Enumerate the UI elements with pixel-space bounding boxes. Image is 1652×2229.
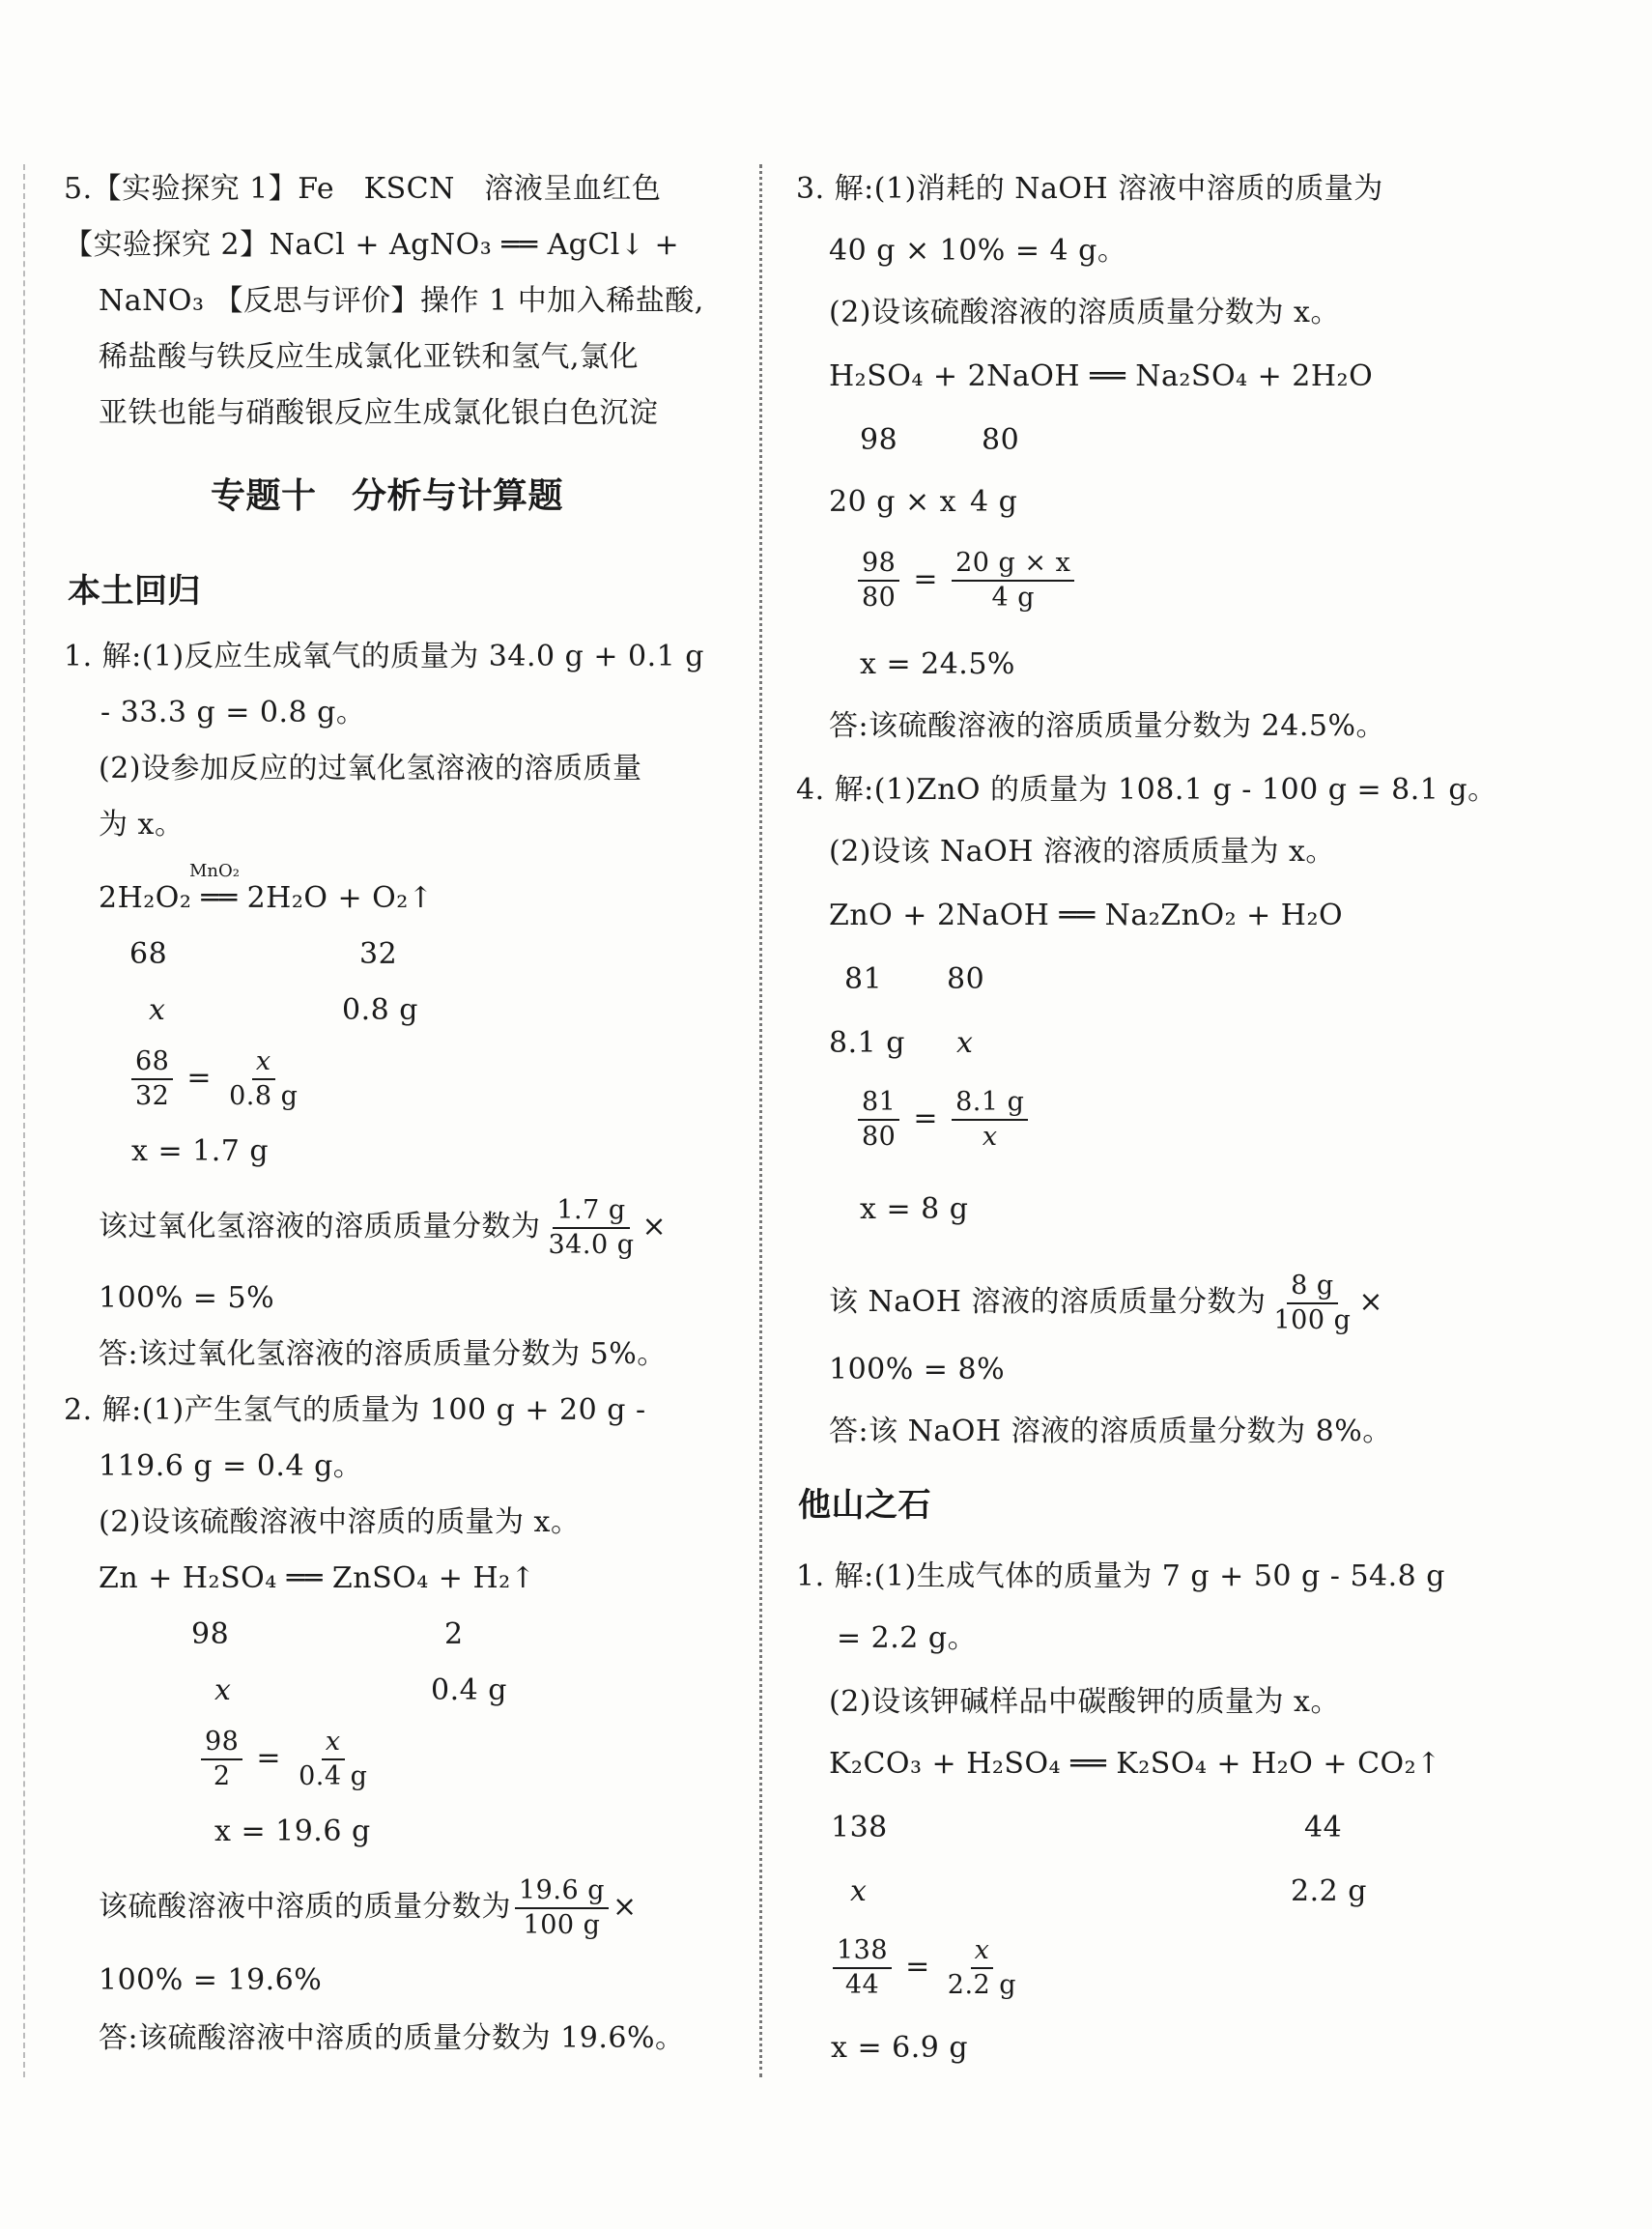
p1-molar-1: 68 <box>129 937 168 971</box>
binding-margin <box>23 164 25 2077</box>
p2-fraction-left: $\frac{98}{2}$ <box>201 1726 242 1793</box>
p2-molar-2: 2 <box>444 1617 464 1651</box>
p2-mass-1: x <box>214 1673 232 1707</box>
p2-percent-fraction: $\frac{19.6 g}{100 g}$ <box>515 1874 609 1942</box>
p1-proportion: $\frac{68}{32}$ = $\frac{x}{0.8 g}$ <box>128 1045 305 1113</box>
p3-line-2: 40 g × 10% = 4 g。 <box>829 234 1127 268</box>
p1-catalyst: MnO₂ <box>189 861 240 881</box>
section-heading-other: 他山之石 <box>798 1486 931 1525</box>
p4-molar-1: 81 <box>844 962 883 996</box>
t1-line-2: = 2.2 g。 <box>837 1621 978 1655</box>
t1-proportion: $\frac{138}{44}$ = $\frac{x}{2.2 g}$ <box>829 1934 1024 2002</box>
t1-line-3: (2)设该钾碱样品中碳酸钾的质量为 x。 <box>829 1685 1340 1719</box>
p1-fraction-right: $\frac{x}{0.8 g}$ <box>229 1046 299 1111</box>
p1-percent: 100% = 5% <box>99 1281 275 1315</box>
p4-fraction-right: $\frac{8.1 g}{x}$ <box>952 1086 1028 1154</box>
p1-molar-2: 32 <box>359 937 398 971</box>
p1-line-2: - 33.3 g = 0.8 g。 <box>100 696 366 729</box>
p1-result: x = 1.7 g <box>131 1134 270 1168</box>
p1-percent-fraction: $\frac{1.7 g}{34.0 g}$ <box>548 1195 635 1260</box>
t1-fraction-right: $\frac{x}{2.2 g}$ <box>947 1935 1017 2000</box>
p2-equation: Zn + H₂SO₄ ══ ZnSO₄ + H₂↑ <box>99 1561 536 1595</box>
p3-answer: 答:该硫酸溶液的溶质质量分数为 24.5%。 <box>829 709 1385 743</box>
p2-fraction-line: 该硫酸溶液中溶质的质量分数为 $\frac{19.6 g}{100 g}$ × <box>99 1875 638 1940</box>
p2-result: x = 19.6 g <box>214 1815 371 1848</box>
t1-result: x = 6.9 g <box>831 2031 969 2065</box>
t1-mass-2: 2.2 g <box>1291 1874 1367 1908</box>
t1-molar-2: 44 <box>1304 1811 1343 1844</box>
p4-fraction-line: 该 NaOH 溶液的溶质质量分数为 $\frac{8 g}{100 g}$ × <box>829 1271 1384 1335</box>
p3-line-3: (2)设该硫酸溶液的溶质质量分数为 x。 <box>829 296 1340 329</box>
p4-fraction-left: $\frac{81}{80}$ <box>858 1086 899 1154</box>
p3-result: x = 24.5% <box>860 647 1015 681</box>
p2-mass-2: 0.4 g <box>431 1673 507 1707</box>
p4-mass-2: x <box>956 1026 974 1060</box>
p1-line-1: 1. 解:(1)反应生成氧气的质量为 34.0 g + 0.1 g <box>64 640 704 673</box>
p4-line-1: 4. 解:(1)ZnO 的质量为 108.1 g - 100 g = 8.1 g。 <box>796 773 1497 807</box>
p2-line-3: (2)设该硫酸溶液中溶质的质量为 x。 <box>99 1505 581 1539</box>
t1-equation: K₂CO₃ + H₂SO₄ ══ K₂SO₄ + H₂O + CO₂↑ <box>829 1747 1441 1781</box>
p4-percent-fraction: $\frac{8 g}{100 g}$ <box>1273 1271 1352 1335</box>
p4-line-2: (2)设该 NaOH 溶液的溶质质量为 x。 <box>829 835 1335 869</box>
p3-mass-2: 4 g <box>970 485 1018 519</box>
p2-percent: 100% = 19.6% <box>99 1963 323 1997</box>
q5-line-3: NaNO₃ 【反思与评价】操作 1 中加入稀盐酸, <box>99 284 704 318</box>
p2-fraction-right: $\frac{x}{0.4 g}$ <box>299 1727 368 1791</box>
p3-proportion: $\frac{98}{80}$ = $\frac{20 g \times x}{4 g}$ <box>854 547 1078 614</box>
p4-proportion: $\frac{81}{80}$ = $\frac{8.1 g}{x}$ <box>854 1086 1032 1154</box>
p3-fraction-left: $\frac{98}{80}$ <box>858 547 899 614</box>
t1-molar-1: 138 <box>831 1811 888 1844</box>
t1-fraction-left: $\frac{138}{44}$ <box>833 1934 892 2002</box>
p2-proportion: $\frac{98}{2}$ = $\frac{x}{0.4 g}$ <box>197 1726 375 1793</box>
p2-line-2: 119.6 g = 0.4 g。 <box>99 1449 363 1483</box>
p4-percent: 100% = 8% <box>829 1353 1006 1386</box>
p4-result: x = 8 g <box>860 1192 969 1226</box>
p1-line-3: (2)设参加反应的过氧化氢溶液的溶质质量 <box>99 752 642 786</box>
q5-line-2: 【实验探究 2】NaCl + AgNO₃ ══ AgCl↓ + <box>64 228 680 262</box>
p1-fraction-left: $\frac{68}{32}$ <box>131 1045 173 1113</box>
p3-line-1: 3. 解:(1)消耗的 NaOH 溶液中溶质的质量为 <box>796 172 1383 206</box>
p1-answer: 答:该过氧化氢溶液的溶质质量分数为 5%。 <box>99 1337 667 1371</box>
p4-equation: ZnO + 2NaOH ══ Na₂ZnO₂ + H₂O <box>829 899 1344 932</box>
p3-fraction-right: $\frac{20 g \times x}{4 g}$ <box>952 547 1074 614</box>
p1-mass-1: x <box>149 993 166 1027</box>
p3-molar-2: 80 <box>982 423 1020 457</box>
p3-molar-1: 98 <box>860 423 898 457</box>
t1-line-1: 1. 解:(1)生成气体的质量为 7 g + 50 g - 54.8 g <box>796 1559 1445 1593</box>
p4-molar-2: 80 <box>947 962 985 996</box>
p3-equation: H₂SO₄ + 2NaOH ══ Na₂SO₄ + 2H₂O <box>829 359 1374 393</box>
column-divider <box>759 164 762 2077</box>
p1-line-4: 为 x。 <box>99 808 185 842</box>
p2-molar-1: 98 <box>191 1617 230 1651</box>
p1-mass-2: 0.8 g <box>342 993 418 1027</box>
q5-line-4: 稀盐酸与铁反应生成氯化亚铁和氢气,氯化 <box>99 340 640 374</box>
topic-title: 专题十 分析与计算题 <box>211 476 564 516</box>
t1-mass-1: x <box>850 1874 868 1908</box>
p3-mass-1: 20 g × x <box>829 485 957 519</box>
p2-line-1: 2. 解:(1)产生氢气的质量为 100 g + 20 g - <box>64 1393 646 1427</box>
q5-line-5: 亚铁也能与硝酸银反应生成氯化银白色沉淀 <box>99 396 659 430</box>
p4-mass-1: 8.1 g <box>829 1026 905 1060</box>
section-heading-local: 本土回归 <box>68 572 201 611</box>
p4-answer: 答:该 NaOH 溶液的溶质质量分数为 8%。 <box>829 1415 1392 1448</box>
p2-answer: 答:该硫酸溶液中溶质的质量分数为 19.6%。 <box>99 2021 685 2055</box>
p1-fraction-line: 该过氧化氢溶液的溶质质量分数为 $\frac{1.7 g}{34.0 g}$ × <box>99 1195 668 1260</box>
q5-line-1: 5.【实验探究 1】Fe KSCN 溶液呈血红色 <box>64 172 662 206</box>
p1-equation: 2H₂O₂ ══ 2H₂O + O₂↑ <box>99 881 434 915</box>
